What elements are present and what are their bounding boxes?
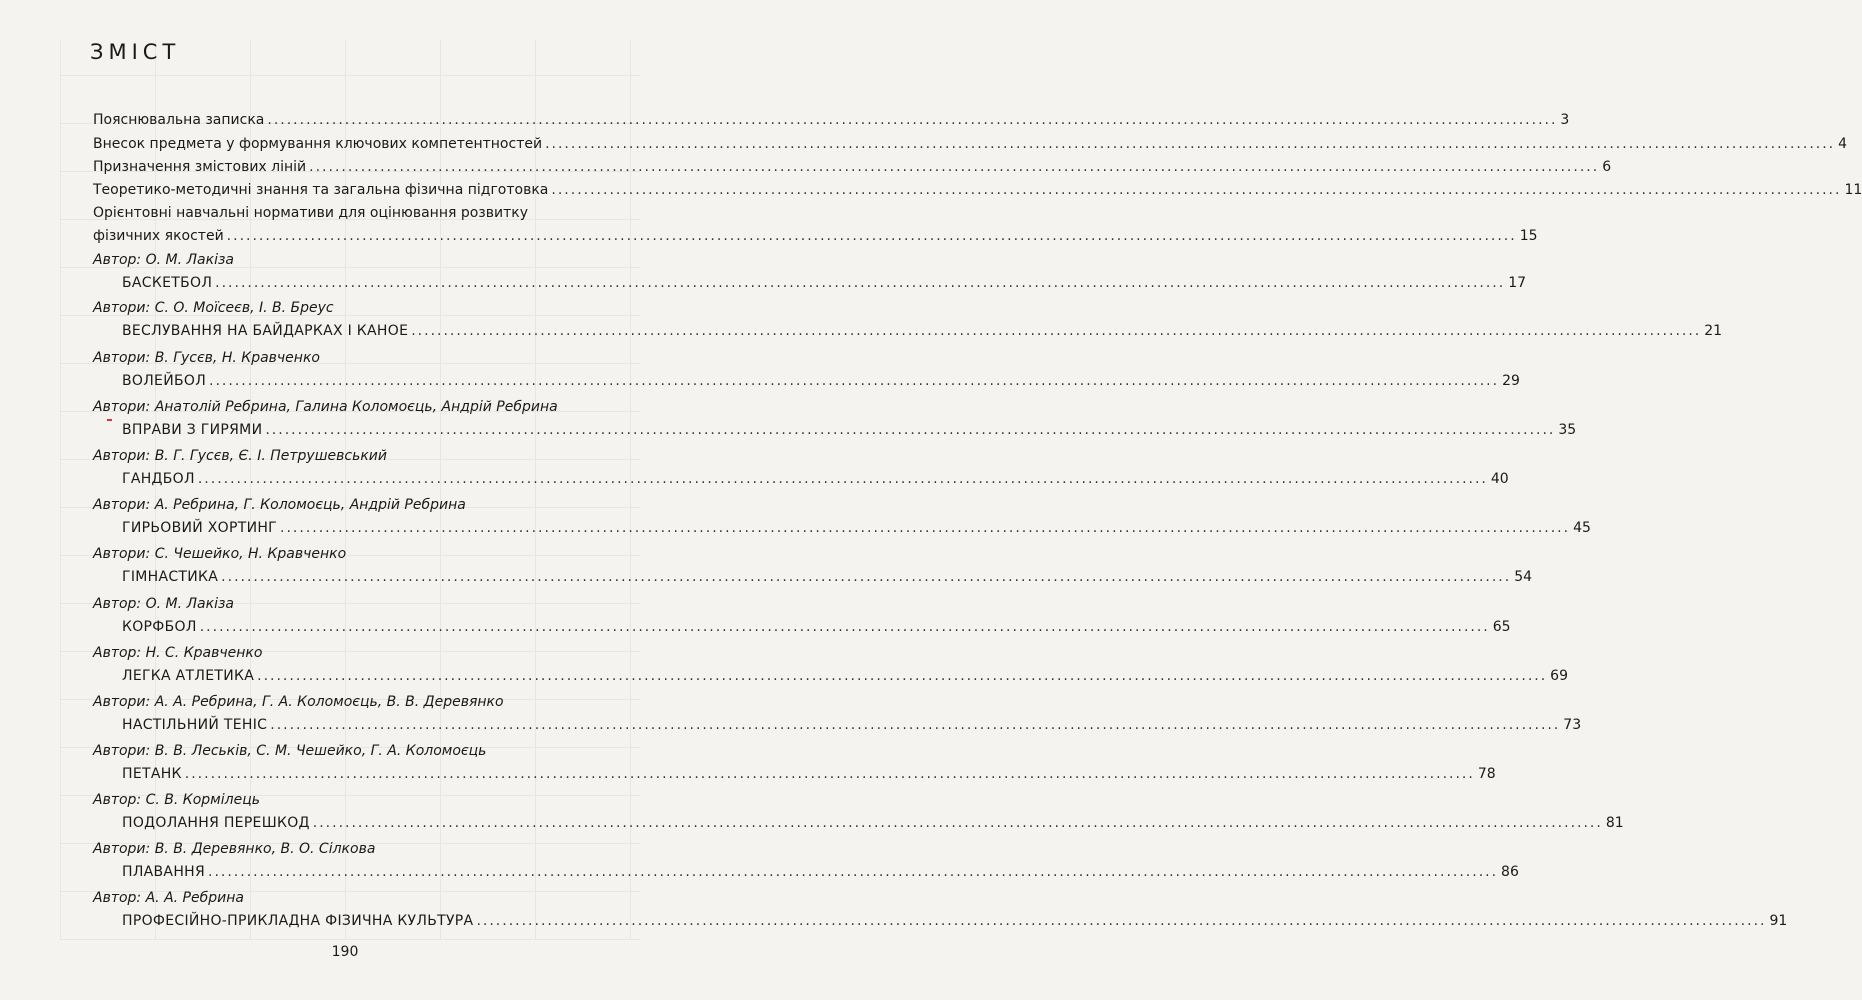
section-page: 91	[1769, 913, 1788, 929]
toc-entry-text: Внесок предмета у формування ключових компетентностей	[93, 136, 543, 152]
toc-section	[93, 594, 1511, 637]
section-page: 73	[1563, 717, 1582, 733]
toc-entry-text: Пояснювальна записка	[93, 112, 265, 128]
section-title: ПРОФЕСІЙНО-ПРИКЛАДНА ФІЗИЧНА КУЛЬТУРА	[122, 913, 474, 929]
leader-dots: ........................................................................................................................................................................................................	[309, 159, 1600, 175]
toc-section	[93, 741, 1496, 784]
leader-dots: ........................................................................................................................................................................................................	[265, 422, 1556, 438]
page-title: ЗМІСТ	[90, 40, 181, 64]
toc-entry-intro	[93, 134, 1848, 154]
section-author: Автори: А. Ребрина, Г. Коломоєць, Андрій Ребрина	[93, 497, 466, 513]
toc-entry-text-line1: Орієнтовні навчальні нормативи для оцінювання розвитку	[93, 205, 528, 221]
section-title: ГАНДБОЛ	[122, 471, 195, 487]
toc-entry-page: 6	[1602, 159, 1612, 175]
section-page: 17	[1508, 275, 1527, 291]
toc-section	[93, 692, 1582, 735]
section-title: ГІМНАСТИКА	[122, 569, 219, 585]
toc-entry-intro	[93, 203, 1538, 246]
leader-dots: ........................................................................................................................................................................................................	[411, 323, 1702, 339]
section-author: Автори: С. О. Моїсеєв, І. В. Бреус	[93, 300, 334, 316]
page-number: 190	[331, 944, 359, 960]
section-page: 69	[1550, 668, 1568, 684]
leader-dots: ........................................................................................................................................................................................................	[280, 520, 1571, 536]
section-author: Автори: В. Г. Гусєв, Є. І. Петрушевський	[93, 448, 387, 464]
section-title: НАСТІЛЬНИЙ ТЕНІС	[122, 717, 268, 733]
section-title: ПЛАВАННЯ	[122, 864, 205, 880]
leader-dots: ........................................................................................................................................................................................................	[209, 373, 1500, 389]
leader-dots: ........................................................................................................................................................................................................	[184, 766, 1475, 782]
toc-section	[93, 348, 1520, 391]
red-pen-mark	[107, 419, 112, 421]
section-author: Автори: В. Гусєв, Н. Кравченко	[93, 350, 320, 366]
section-title: ВЕСЛУВАННЯ НА БАЙДАРКАХ І КАНОЕ	[122, 323, 409, 339]
toc-section	[93, 298, 1723, 341]
leader-dots: ........................................................................................................................................................................................................	[221, 569, 1512, 585]
toc-section	[93, 790, 1624, 833]
section-author: Автори: Анатолій Ребрина, Галина Коломоєць, Андрій Ребрина	[93, 399, 558, 415]
toc-entry-intro	[93, 157, 1612, 177]
section-author: Автор: С. В. Кормілець	[93, 792, 260, 808]
toc-section	[93, 397, 1577, 440]
toc-entry-text: Теоретико-методичні знання та загальна фізична підготовка	[93, 182, 549, 198]
toc-entry-text: Призначення змістових ліній	[93, 159, 307, 175]
toc-section	[93, 250, 1527, 293]
section-title: ПОДОЛАННЯ ПЕРЕШКОД	[122, 815, 310, 831]
leader-dots: ........................................................................................................................................................................................................	[476, 913, 1767, 929]
section-author: Автори: В. В. Деревянко, В. О. Сілкова	[93, 841, 376, 857]
toc-section	[93, 446, 1509, 489]
section-author: Автор: А. А. Ребрина	[93, 890, 244, 906]
section-page: 54	[1514, 569, 1533, 585]
toc-entry-intro	[93, 180, 1862, 200]
toc-entry-page: 11	[1844, 182, 1862, 198]
section-author: Автор: О. М. Лакіза	[93, 596, 234, 612]
leader-dots: ........................................................................................................................................................................................................	[312, 815, 1603, 831]
section-page: 21	[1704, 323, 1723, 339]
toc-entry-intro	[93, 110, 1570, 130]
section-title: ВОЛЕЙБОЛ	[122, 373, 207, 389]
section-page: 29	[1502, 373, 1520, 389]
section-author: Автори: В. В. Леськів, С. М. Чешейко, Г. А. Коломоєць	[93, 743, 487, 759]
leader-dots: ........................................................................................................................................................................................................	[226, 228, 1517, 244]
toc-section	[93, 888, 1788, 931]
leader-dots: ........................................................................................................................................................................................................	[197, 471, 1488, 487]
toc-section	[93, 544, 1533, 587]
toc-entry-page: 4	[1838, 136, 1848, 152]
section-title: БАСКЕТБОЛ	[122, 275, 213, 291]
section-page: 35	[1558, 422, 1577, 438]
section-page: 45	[1573, 520, 1591, 536]
leader-dots: ........................................................................................................................................................................................................	[551, 182, 1842, 198]
toc-entry-page: 15	[1519, 228, 1538, 244]
leader-dots: ........................................................................................................................................................................................................	[257, 668, 1548, 684]
leader-dots: ........................................................................................................................................................................................................	[215, 275, 1506, 291]
toc-section	[93, 643, 1568, 686]
section-page: 78	[1477, 766, 1496, 782]
toc-section	[93, 839, 1519, 882]
toc-entry-text: фізичних якостей	[93, 228, 224, 244]
section-title: ГИРЬОВИЙ ХОРТИНГ	[122, 520, 278, 536]
section-author: Автори: А. А. Ребрина, Г. А. Коломоєць, В. В. Деревянко	[93, 694, 504, 710]
section-author: Автори: С. Чешейко, Н. Кравченко	[93, 546, 347, 562]
leader-dots: ........................................................................................................................................................................................................	[199, 619, 1490, 635]
section-title: ВПРАВИ З ГИРЯМИ	[122, 422, 263, 438]
toc-entry-page: 3	[1560, 112, 1570, 128]
section-page: 65	[1492, 619, 1511, 635]
toc-section	[93, 495, 1591, 538]
section-page: 40	[1490, 471, 1509, 487]
section-title: ПЕТАНК	[122, 766, 182, 782]
section-author: Автор: О. М. Лакіза	[93, 252, 234, 268]
section-title: ЛЕГКА АТЛЕТИКА	[122, 668, 255, 684]
leader-dots: ........................................................................................................................................................................................................	[545, 136, 1836, 152]
section-title: КОРФБОЛ	[122, 619, 197, 635]
leader-dots: ........................................................................................................................................................................................................	[270, 717, 1561, 733]
leader-dots: ........................................................................................................................................................................................................	[208, 864, 1499, 880]
section-author: Автор: Н. С. Кравченко	[93, 645, 263, 661]
leader-dots: ........................................................................................................................................................................................................	[267, 112, 1558, 128]
section-page: 81	[1605, 815, 1624, 831]
section-page: 86	[1501, 864, 1519, 880]
